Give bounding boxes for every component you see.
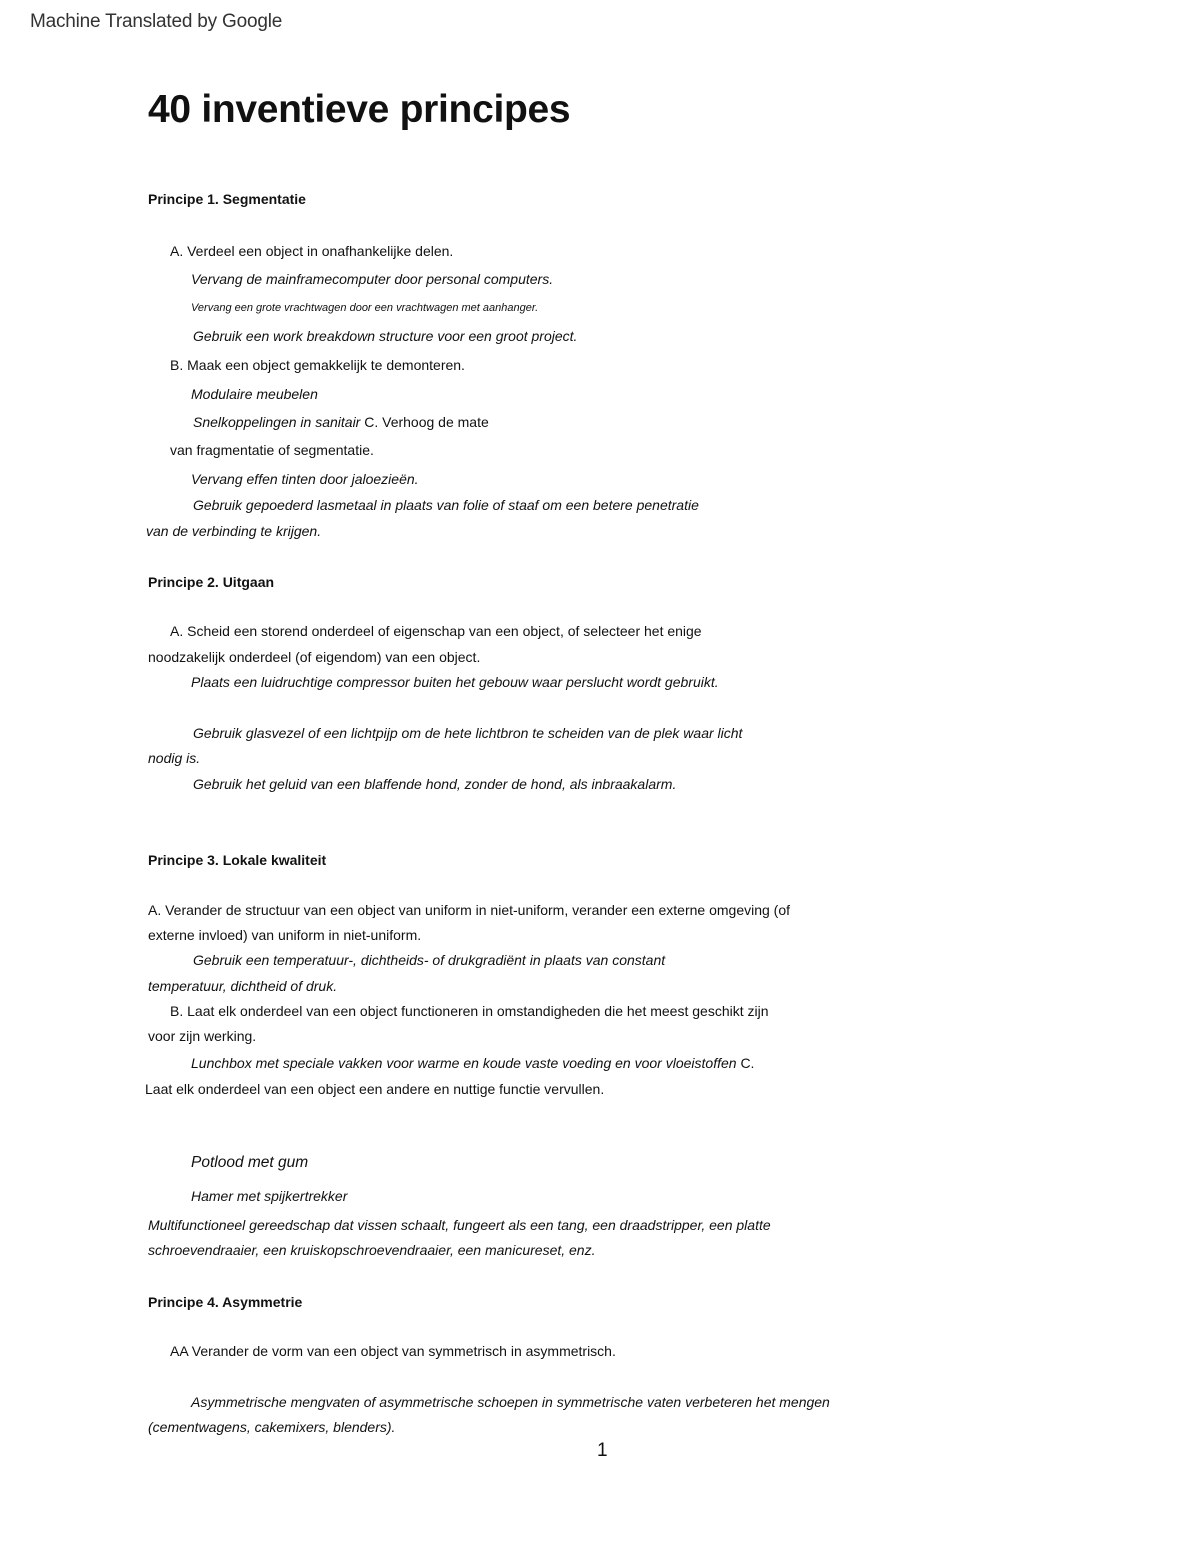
principle-1-heading: Principe 1. Segmentatie: [148, 191, 306, 207]
principle-2-example: Gebruik het geluid van een blaffende hond, zonder de hond, als inbraakalarm.: [193, 776, 677, 792]
principle-3-mixed-line: [191, 1055, 754, 1071]
principle-3-example: Multifunctioneel gereedschap dat vissen schaalt, fungeert als een tang, een draadstripper, een platte: [148, 1217, 771, 1233]
principle-3-item-a: A. Verander de structuur van een object van uniform in niet-uniform, verander een externe omgeving (of: [148, 902, 791, 918]
principle-3-heading: Principe 3. Lokale kwaliteit: [148, 852, 327, 868]
principle-3-item-c-continued: Laat elk onderdeel van een object een andere en nuttige functie vervullen.: [145, 1081, 605, 1097]
principle-2-item-a-continued: noodzakelijk onderdeel (of eigendom) van een object.: [148, 649, 481, 665]
principle-1-item-a: A. Verdeel een object in onafhankelijke delen.: [170, 243, 454, 259]
page-number: 1: [597, 1440, 608, 1461]
principle-3-example: Lunchbox met speciale vakken voor warme en koude vaste voeding en voor vloeistoffen: [191, 1055, 737, 1071]
principle-1-item-c-continued: van fragmentatie of segmentatie.: [170, 442, 374, 458]
principle-3-example-continued: schroevendraaier, een kruiskopschroevendraaier, een manicureset, enz.: [148, 1242, 596, 1258]
principle-1-example: Gebruik gepoederd lasmetaal in plaats van folie of staaf om een betere penetratie: [193, 497, 699, 513]
principle-2-example: Plaats een luidruchtige compressor buiten het gebouw waar perslucht wordt gebruikt.: [191, 674, 719, 690]
principle-3-example: Hamer met spijkertrekker: [191, 1188, 348, 1204]
principle-1-example-continued: van de verbinding te krijgen.: [146, 523, 322, 539]
principle-1-example: Vervang een grote vrachtwagen door een vrachtwagen met aanhanger.: [191, 302, 539, 314]
principle-3-item-b-continued: voor zijn werking.: [148, 1028, 257, 1044]
page-title: 40 inventieve principes: [148, 88, 571, 131]
principle-1-example: Modulaire meubelen: [191, 386, 318, 402]
machine-translation-watermark: Machine Translated by Google: [30, 11, 283, 32]
principle-1-example: Vervang effen tinten door jaloezieën.: [191, 471, 419, 487]
principle-4-heading: Principe 4. Asymmetrie: [148, 1294, 303, 1310]
principle-1-example: Snelkoppelingen in sanitair: [193, 414, 361, 430]
principle-3-item-c: C.: [740, 1055, 755, 1071]
principle-3-example-continued: temperatuur, dichtheid of druk.: [148, 978, 338, 994]
principle-2-example: Gebruik glasvezel of een lichtpijp om de hete lichtbron te scheiden van de plek waar licht: [193, 725, 743, 741]
principle-1-example: Gebruik een work breakdown structure voor een groot project.: [193, 328, 578, 344]
principle-3-example: Potlood met gum: [191, 1154, 309, 1171]
principle-3-example: Gebruik een temperatuur-, dichtheids- of drukgradiënt in plaats van constant: [193, 952, 666, 968]
principle-3-item-a-continued: externe invloed) van uniform in niet-uniform.: [148, 927, 422, 943]
principle-1-item-c: C. Verhoog de mate: [364, 414, 489, 430]
principle-4-example: Asymmetrische mengvaten of asymmetrische schoepen in symmetrische vaten verbeteren het mengen: [191, 1394, 830, 1410]
principle-4-item-a: AA Verander de vorm van een object van symmetrisch in asymmetrisch.: [170, 1343, 616, 1359]
principle-2-item-a: A. Scheid een storend onderdeel of eigenschap van een object, of selecteer het enige: [170, 623, 702, 639]
principle-1-mixed-line: [193, 414, 489, 430]
principle-2-example-continued: nodig is.: [148, 750, 201, 766]
principle-1-example: Vervang de mainframecomputer door personal computers.: [191, 271, 554, 287]
principle-1-item-b: B. Maak een object gemakkelijk te demonteren.: [170, 357, 465, 373]
principle-2-heading: Principe 2. Uitgaan: [148, 574, 275, 590]
principle-3-item-b: B. Laat elk onderdeel van een object functioneren in omstandigheden die het meest geschikt zijn: [170, 1003, 769, 1019]
principle-4-example-continued: (cementwagens, cakemixers, blenders).: [148, 1419, 396, 1435]
